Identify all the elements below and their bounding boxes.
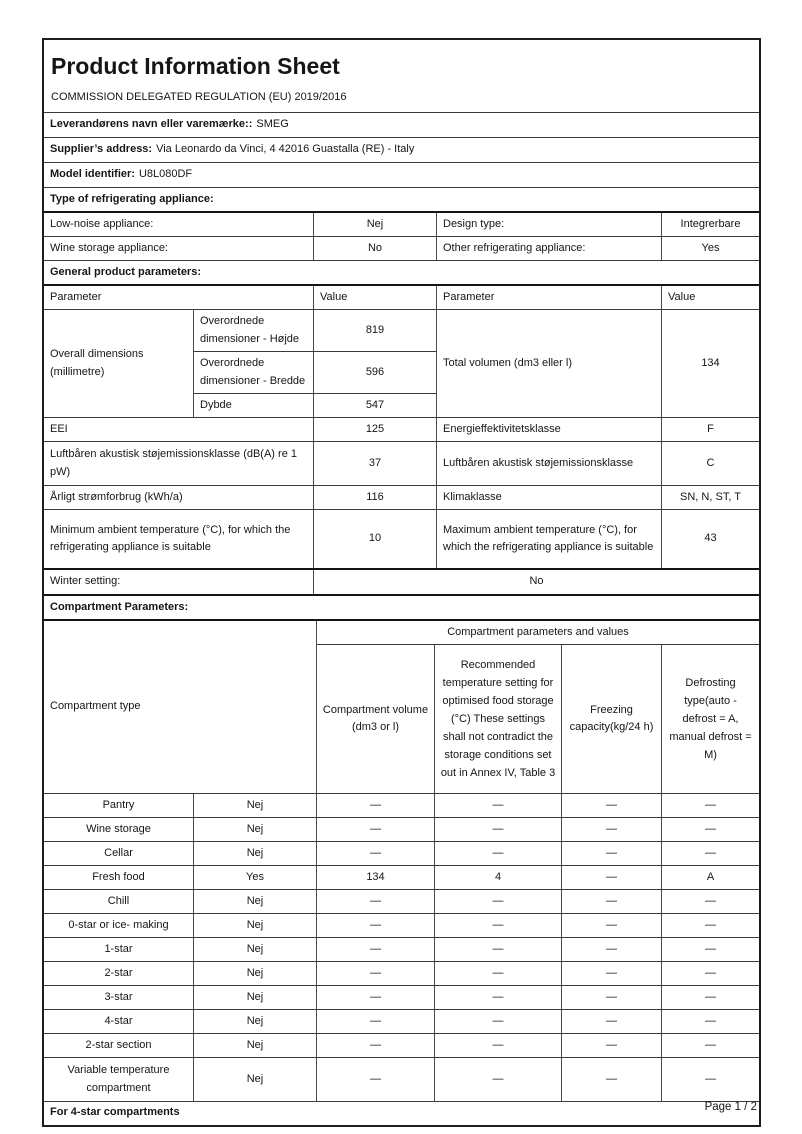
table-row bbox=[44, 418, 759, 442]
compartment-present: Nej bbox=[194, 962, 317, 985]
supplier-address-value: Via Leonardo da Vinci, 4 42016 Guastalla (RE) - Italy bbox=[156, 143, 415, 155]
compartment-freeze: — bbox=[562, 866, 662, 889]
model-identifier-row bbox=[44, 163, 759, 188]
compartment-defrost: — bbox=[705, 966, 716, 979]
value-cell: 10 bbox=[314, 510, 437, 568]
table-header-row bbox=[44, 286, 759, 310]
column-header: Value bbox=[668, 290, 696, 303]
compartment-volume: — bbox=[317, 794, 435, 817]
column-header-volume bbox=[317, 645, 435, 793]
compartment-defrost: — bbox=[705, 1072, 716, 1085]
param-cell: Minimum ambient temperature (°C), for which the refrigerating appliance is suitable bbox=[44, 510, 314, 568]
column-header-text: Recommended temperature setting for optimised food storage (°C) These settings shall not contradict the storage conditions set out in Annex IV, Table 3 bbox=[440, 658, 556, 780]
compartment-name: Fresh food bbox=[44, 866, 194, 889]
compartment-volume: — bbox=[317, 986, 435, 1009]
column-header-text: Freezing capacity(kg/24 h) bbox=[569, 703, 654, 733]
compartment-name: 3-star bbox=[44, 986, 194, 1009]
compartment-row bbox=[44, 890, 759, 914]
compartment-temp: — bbox=[435, 986, 562, 1009]
model-identifier-value: U8L080DF bbox=[138, 168, 193, 180]
compartment-freeze: — bbox=[562, 914, 662, 937]
compartment-volume: — bbox=[317, 1010, 435, 1033]
compartment-volume: — bbox=[317, 890, 435, 913]
winter-setting-label: Winter setting: bbox=[44, 570, 314, 594]
product-info-sheet bbox=[42, 38, 761, 1127]
param-cell: Energieffektivitetsklasse bbox=[437, 418, 662, 441]
regulation-line: COMMISSION DELEGATED REGULATION (EU) 2019/2016 bbox=[51, 91, 347, 103]
compartment-present: Nej bbox=[194, 1058, 317, 1101]
value-cell: 116 bbox=[314, 486, 437, 509]
section-heading-4star: For 4-star compartments bbox=[50, 1106, 180, 1118]
supplier-address-row bbox=[44, 138, 759, 163]
compartment-name: 0-star or ice- making bbox=[44, 914, 194, 937]
compartment-group-header: Compartment parameters and values bbox=[317, 621, 759, 645]
compartment-defrost: — bbox=[705, 1038, 716, 1051]
compartment-row bbox=[44, 1010, 759, 1034]
compartment-present: Nej bbox=[194, 794, 317, 817]
compartment-name: 4-star bbox=[44, 1010, 194, 1033]
column-header-text: Defrosting type(auto - defrost = A, manual defrost = M) bbox=[669, 676, 752, 762]
value-cell: Nej bbox=[314, 213, 437, 236]
value-cell: Yes bbox=[701, 241, 720, 254]
param-cell: Other refrigerating appliance: bbox=[437, 237, 662, 260]
compartment-temp: — bbox=[435, 938, 562, 961]
compartment-row bbox=[44, 986, 759, 1010]
title-block bbox=[44, 40, 759, 113]
total-volume-label: Total volumen (dm3 eller l) bbox=[437, 310, 662, 417]
compartment-volume: — bbox=[317, 962, 435, 985]
compartment-row bbox=[44, 962, 759, 986]
compartment-row bbox=[44, 938, 759, 962]
supplier-name-value: SMEG bbox=[256, 118, 289, 130]
compartment-volume: — bbox=[317, 938, 435, 961]
compartment-temp: — bbox=[435, 1010, 562, 1033]
value-cell: 43 bbox=[704, 532, 717, 545]
table-row bbox=[44, 510, 759, 570]
value-cell: SN, N, ST, T bbox=[680, 490, 741, 503]
compartment-freeze: — bbox=[562, 818, 662, 841]
supplier-name-row bbox=[44, 113, 759, 138]
supplier-address-label: Supplier’s address: bbox=[50, 143, 153, 155]
winter-setting-value: No bbox=[529, 575, 544, 588]
param-cell: Klimaklasse bbox=[437, 486, 662, 509]
dimension-value: 596 bbox=[314, 352, 437, 394]
param-cell: Low-noise appliance: bbox=[44, 213, 314, 236]
dimensions-block bbox=[44, 310, 759, 418]
compartment-table-header bbox=[44, 621, 759, 794]
compartment-temp: 4 bbox=[435, 866, 562, 889]
column-header-freeze bbox=[562, 645, 662, 793]
compartment-row bbox=[44, 866, 759, 890]
compartment-temp: — bbox=[435, 890, 562, 913]
compartment-temp: — bbox=[435, 962, 562, 985]
table-row bbox=[44, 213, 759, 237]
compartment-present: Nej bbox=[194, 842, 317, 865]
compartment-defrost: — bbox=[705, 918, 716, 931]
dimension-value: 547 bbox=[314, 394, 437, 417]
table-row bbox=[44, 486, 759, 510]
compartment-present: Nej bbox=[194, 890, 317, 913]
compartment-freeze: — bbox=[562, 1034, 662, 1057]
page-title: Product Information Sheet bbox=[51, 53, 340, 79]
param-cell: Årligt strømforbrug (kWh/a) bbox=[44, 486, 314, 509]
compartment-present: Nej bbox=[194, 914, 317, 937]
compartment-name: 2-star section bbox=[44, 1034, 194, 1057]
supplier-name-label: Leverandørens navn eller varemærke:: bbox=[50, 118, 253, 130]
dimension-sub-label: Overordnede dimensioner - Højde bbox=[194, 310, 314, 352]
param-cell: Design type: bbox=[437, 213, 662, 236]
value-cell: F bbox=[707, 422, 714, 435]
param-cell: Luftbåren akustisk støjemissionsklasse (dB(A) re 1 pW) bbox=[44, 442, 314, 485]
dimension-sub-label: Dybde bbox=[194, 394, 314, 417]
compartment-defrost: — bbox=[705, 990, 716, 1003]
compartment-defrost: — bbox=[705, 942, 716, 955]
column-header: Parameter bbox=[437, 286, 662, 309]
compartment-name: Variable temperature compartment bbox=[44, 1058, 194, 1101]
total-volume-value: 134 bbox=[701, 356, 720, 369]
compartment-present: Nej bbox=[194, 1034, 317, 1057]
compartment-type-header: Compartment type bbox=[44, 621, 317, 793]
compartment-freeze: — bbox=[562, 890, 662, 913]
compartment-freeze: — bbox=[562, 962, 662, 985]
compartment-temp: — bbox=[435, 794, 562, 817]
compartment-freeze: — bbox=[562, 938, 662, 961]
compartment-defrost: A bbox=[706, 870, 715, 883]
compartment-volume: — bbox=[317, 818, 435, 841]
compartment-freeze: — bbox=[562, 986, 662, 1009]
dimension-sub-label: Overordnede dimensioner - Bredde bbox=[194, 352, 314, 394]
param-cell: Maximum ambient temperature (°C), for which the refrigerating appliance is suitable bbox=[437, 510, 662, 568]
compartment-freeze: — bbox=[562, 794, 662, 817]
compartment-name: Wine storage bbox=[44, 818, 194, 841]
compartment-name: Pantry bbox=[44, 794, 194, 817]
compartment-present: Nej bbox=[194, 938, 317, 961]
compartment-defrost: — bbox=[705, 846, 716, 859]
compartment-volume: 134 bbox=[317, 866, 435, 889]
compartment-temp: — bbox=[435, 818, 562, 841]
compartment-row bbox=[44, 1034, 759, 1058]
compartment-present: Nej bbox=[194, 818, 317, 841]
param-cell: EEI bbox=[44, 418, 314, 441]
compartment-temp: — bbox=[435, 842, 562, 865]
section-heading-type: Type of refrigerating appliance: bbox=[44, 188, 759, 213]
compartment-temp: — bbox=[435, 914, 562, 937]
compartment-row bbox=[44, 842, 759, 866]
page-number: Page 1 / 2 bbox=[704, 1101, 757, 1113]
winter-setting-row bbox=[44, 570, 759, 596]
compartment-present: Nej bbox=[194, 986, 317, 1009]
compartment-defrost: — bbox=[705, 1014, 716, 1027]
section-heading-compartment: Compartment Parameters: bbox=[44, 596, 759, 621]
compartment-row bbox=[44, 794, 759, 818]
compartment-name: 1-star bbox=[44, 938, 194, 961]
table-row bbox=[44, 237, 759, 261]
model-identifier-label: Model identifier: bbox=[50, 168, 135, 180]
column-header-defrost bbox=[662, 645, 759, 793]
section-heading-general: General product parameters: bbox=[44, 261, 759, 286]
param-cell: Luftbåren akustisk støjemissionsklasse bbox=[437, 442, 662, 485]
compartment-name: 2-star bbox=[44, 962, 194, 985]
value-cell: 125 bbox=[314, 418, 437, 441]
compartment-row bbox=[44, 914, 759, 938]
dimensions-label: Overall dimensions (millimetre) bbox=[44, 310, 194, 417]
compartment-present: Nej bbox=[194, 1010, 317, 1033]
compartment-freeze: — bbox=[562, 842, 662, 865]
compartment-temp: — bbox=[435, 1058, 562, 1101]
compartment-volume: — bbox=[317, 914, 435, 937]
dimension-value: 819 bbox=[314, 310, 437, 352]
compartment-row bbox=[44, 1058, 759, 1102]
value-cell: Integrerbare bbox=[680, 217, 741, 230]
value-cell: No bbox=[314, 237, 437, 260]
compartment-defrost: — bbox=[705, 894, 716, 907]
compartment-defrost: — bbox=[705, 822, 716, 835]
compartment-temp: — bbox=[435, 1034, 562, 1057]
compartment-volume: — bbox=[317, 842, 435, 865]
value-cell: 37 bbox=[314, 442, 437, 485]
value-cell: C bbox=[706, 456, 715, 469]
compartment-defrost: — bbox=[705, 798, 716, 811]
compartment-name: Cellar bbox=[44, 842, 194, 865]
column-header-temp bbox=[435, 645, 562, 793]
compartment-row bbox=[44, 818, 759, 842]
compartment-freeze: — bbox=[562, 1058, 662, 1101]
compartment-volume: — bbox=[317, 1058, 435, 1101]
compartment-volume: — bbox=[317, 1034, 435, 1057]
compartment-freeze: — bbox=[562, 1010, 662, 1033]
compartment-present: Yes bbox=[194, 866, 317, 889]
column-header: Parameter bbox=[44, 286, 314, 309]
table-row bbox=[44, 442, 759, 486]
param-cell: Wine storage appliance: bbox=[44, 237, 314, 260]
column-header: Value bbox=[314, 286, 437, 309]
column-header-text: Compartment volume (dm3 or l) bbox=[322, 703, 429, 733]
compartment-name: Chill bbox=[44, 890, 194, 913]
